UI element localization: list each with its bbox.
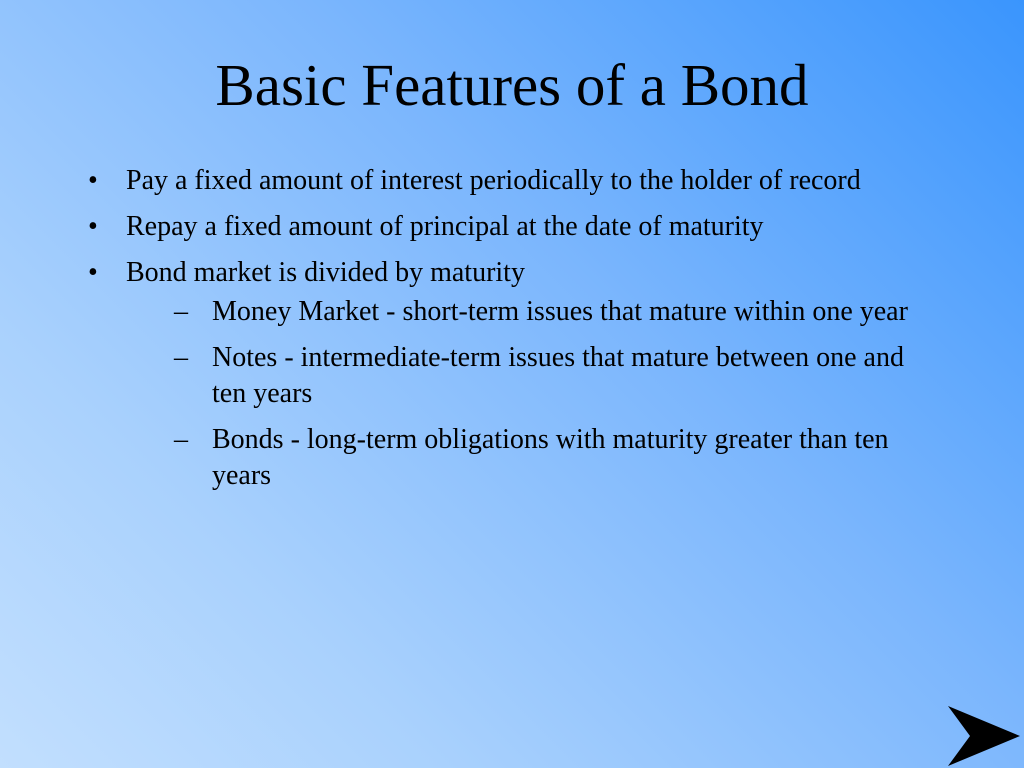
sub-bullet-text: Money Market - short-term issues that mature within one year: [212, 296, 908, 327]
bullet-list: [86, 162, 946, 504]
next-arrow-icon: [946, 704, 1022, 768]
bullet-item: [86, 208, 946, 246]
bullet-item: [86, 162, 946, 200]
sub-bullet-item: [166, 422, 932, 494]
sub-bullet-marker: –: [174, 296, 188, 327]
bullet-marker: •: [88, 257, 98, 288]
slide-title: Basic Features of a Bond: [215, 52, 809, 118]
sub-bullet-list: [126, 294, 946, 494]
bullet-item: [86, 254, 946, 494]
sub-bullet-marker: –: [174, 424, 188, 455]
sub-bullet-text: Notes - intermediate-term issues that mature between one and ten years: [212, 342, 904, 409]
sub-bullet-item: [166, 340, 932, 412]
bullet-text: Bond market is divided by maturity: [126, 257, 525, 288]
bullet-text: Pay a fixed amount of interest periodically to the holder of record: [126, 165, 861, 196]
bullet-marker: •: [88, 165, 98, 196]
next-slide-button[interactable]: [946, 704, 1022, 768]
sub-bullet-marker: –: [174, 342, 188, 373]
sub-bullet-text: Bonds - long-term obligations with maturity greater than ten years: [212, 424, 889, 491]
bullet-marker: •: [88, 211, 98, 242]
sub-bullet-item: [166, 294, 932, 330]
bullet-text: Repay a fixed amount of principal at the date of maturity: [126, 211, 764, 242]
